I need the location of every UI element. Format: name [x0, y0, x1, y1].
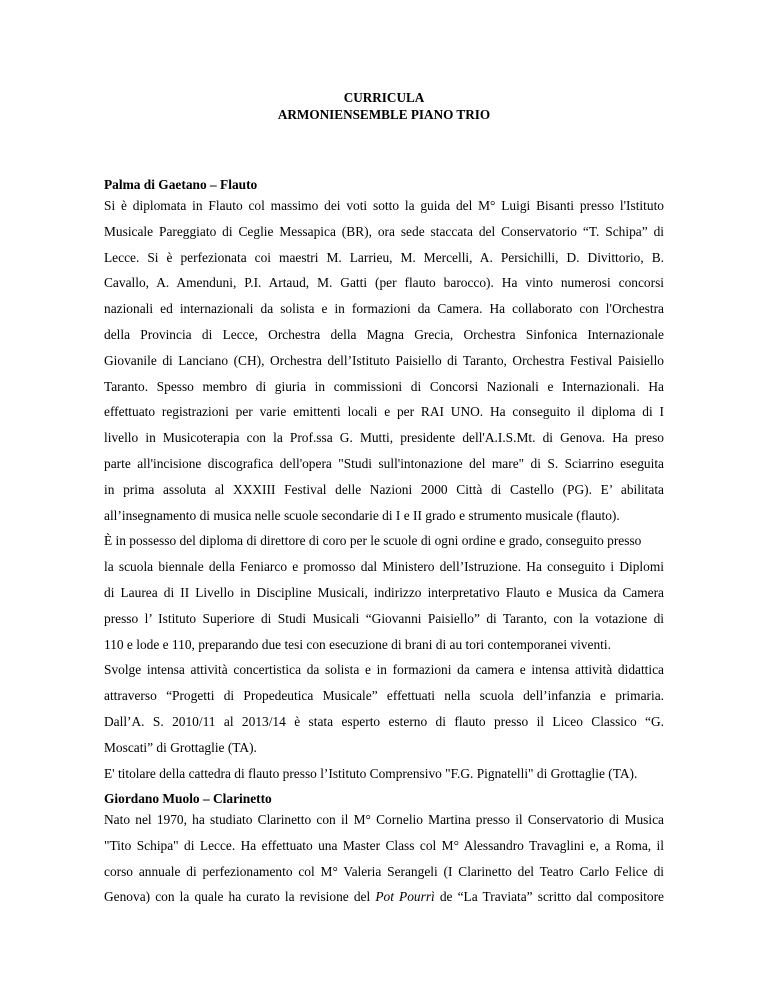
text-line: Si è diplomata in Flauto col massimo dei voti sotto la guida del M° Luigi Bisanti presso l'Istituto [104, 198, 664, 213]
text-fragment: de “La Traviata” scritto dal compositore [434, 889, 664, 905]
text-fragment: Genova) con la quale ha curato la revisione del [104, 889, 376, 905]
text-line: Moscati” di Grottaglie (TA). [104, 739, 257, 755]
text-line [104, 889, 664, 905]
text-line: livello in Musicoterapia con la Prof.ssa G. Mutti, presidente dell'A.I.S.Mt. di Genova. Ha preso [104, 430, 664, 446]
text-line: in prima assoluta al XXXIII Festival delle Nazioni 2000 Città di Castello (PG). E’ abilitata [104, 481, 664, 497]
text-line: effettuato registrazioni per varie emittenti locali e per RAI UNO. Ha conseguito il diploma di I [104, 404, 664, 420]
text-line: Dall’A. S. 2010/11 al 2013/14 è stata esperto esterno di flauto presso il Liceo Classico “G. [104, 714, 664, 729]
text-line: corso annuale di perfezionamento col M° Valeria Serangeli (I Clarinetto del Teatro Carlo Felice di [104, 863, 664, 879]
text-line: "Tito Schipa" di Lecce. Ha effettuato una Master Class col M° Alessandro Travaglini e, a Roma, il [104, 837, 664, 853]
section-heading-clarinet: Giordano Muolo – Clarinetto [104, 791, 272, 806]
text-line: Giovanile di Lanciano (CH), Orchestra dell’Istituto Paisiello di Taranto, Orchestra Festival Paisiello [104, 352, 664, 368]
text-line: Lecce. Si è perfezionata coi maestri M. Larrieu, M. Mercelli, A. Persichilli, D. Divittorio, B. [104, 249, 664, 265]
text-line: Musicale Pareggiato di Ceglie Messapica (BR), ora sede staccata del Conservatorio “T. Schipa” di [104, 223, 664, 239]
section-heading-flute: Palma di Gaetano – Flauto [104, 177, 258, 192]
text-line: all’insegnamento di musica nelle scuole secondarie di I e II grado e strumento musicale (flauto). [104, 507, 620, 523]
document-subtitle: ARMONIENSEMBLE PIANO TRIO [277, 107, 491, 122]
text-line: 110 e lode e 110, preparando due tesi con esecuzione di brani di au tori contemporanei viventi. [104, 636, 611, 652]
text-line: la scuola biennale della Feniarco e promosso dal Ministero dell’Istruzione. Ha conseguito i Diplomi [104, 559, 664, 575]
text-line: Cavallo, A. Amenduni, P.I. Artaud, M. Gatti (per flauto barocco). Ha vinto numerosi concorsi [104, 275, 664, 291]
text-line: E' titolare della cattedra di flauto presso l’Istituto Comprensivo "F.G. Pignatelli" di Grottaglie (TA). [104, 765, 638, 781]
italic-title: Pot Pourrì [375, 889, 435, 905]
text-line: della Provincia di Lecce, Orchestra della Magna Grecia, Orchestra Sinfonica Internazionale [104, 327, 664, 342]
text-line: parte all'incisione discografica dell'opera "Studi sull'intonazione del mare" di S. Sciarrino eseguita [104, 456, 664, 471]
document-title: CURRICULA [343, 90, 425, 105]
text-line: È in possesso del diploma di direttore di coro per le scuole di ogni ordine e grado, conseguito presso [104, 533, 642, 549]
text-line: nazionali ed internazionali da solista e in formazioni da Camera. Ha collaborato con l'Orchestra [104, 301, 664, 317]
text-line: attraverso “Progetti di Propedeutica Musicale” effettuati nella scuola dell’infanzia e primaria. [104, 688, 664, 704]
text-line: Svolge intensa attività concertistica da solista e in formazioni da camera e intensa attività didattica [104, 662, 664, 678]
text-line: Nato nel 1970, ha studiato Clarinetto con il M° Cornelio Martina presso il Conservatorio di Musica [104, 812, 664, 827]
text-line: presso l’ Istituto Superiore di Studi Musicali “Giovanni Paisiello” di Taranto, con la votazione di [104, 610, 664, 626]
text-line: di Laurea di II Livello in Discipline Musicali, indirizzo interpretativo Flauto e Musica da Camera [104, 585, 664, 600]
text-line: Taranto. Spesso membro di giuria in commissioni di Concorsi Nazionali e Internazionali. Ha [104, 378, 664, 394]
